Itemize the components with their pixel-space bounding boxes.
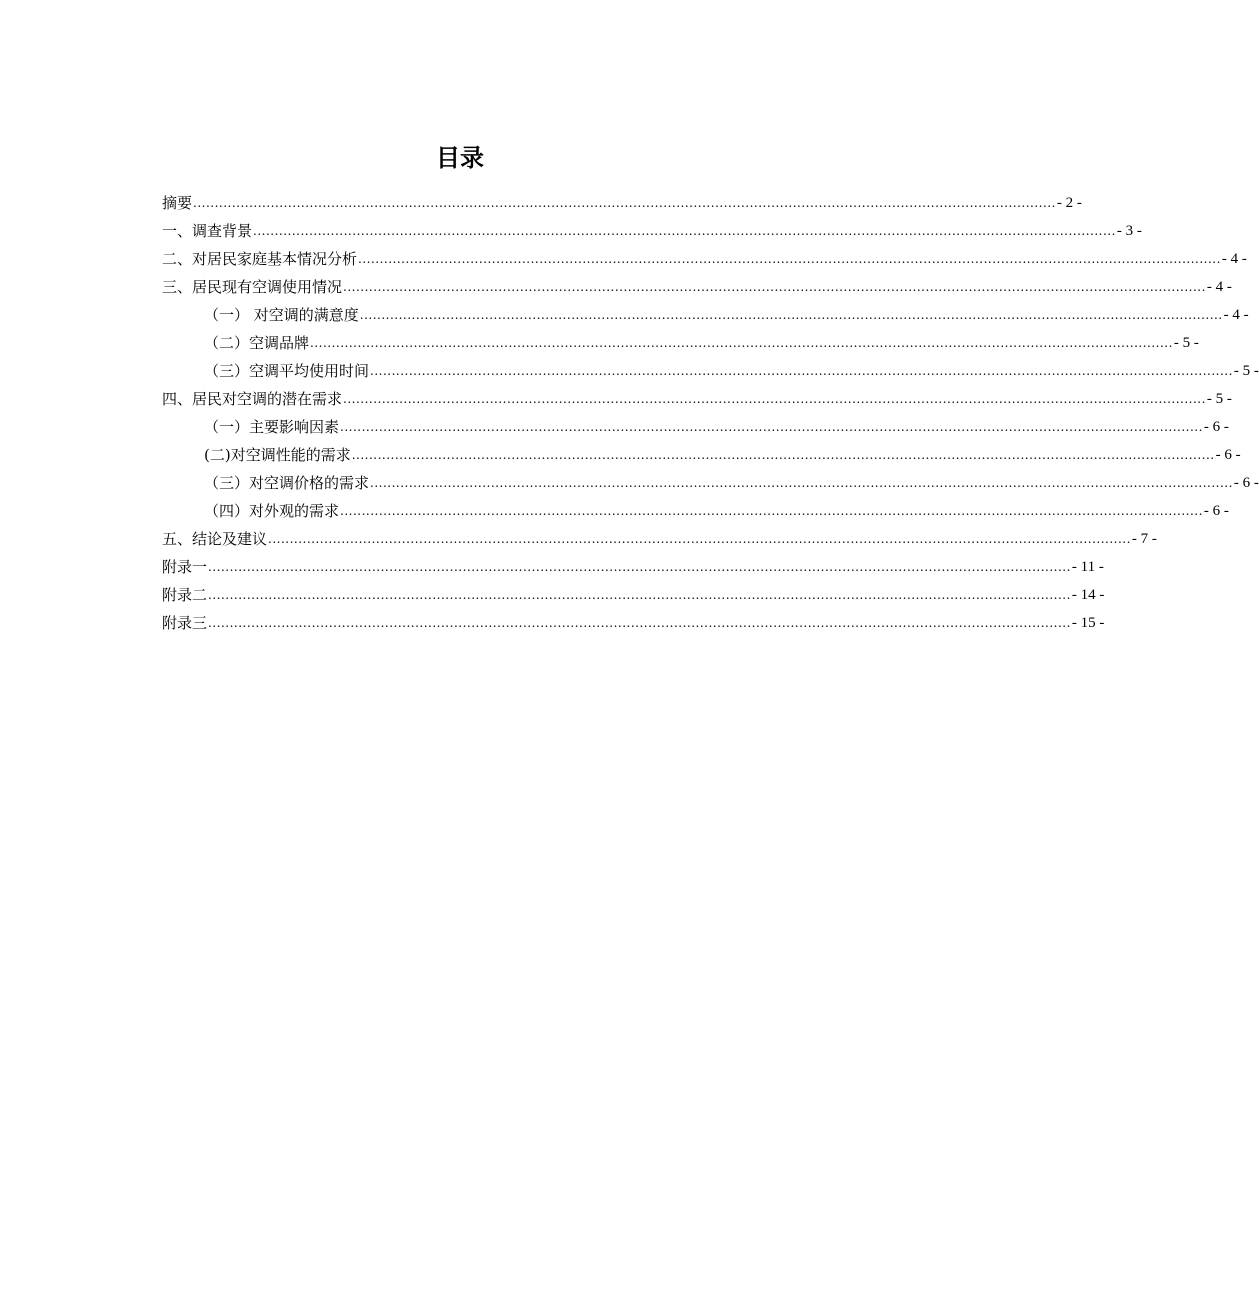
toc-dot-leader: ........................................................................................................................................................................................................ [351, 448, 1215, 462]
toc-dot-leader: ........................................................................................................................................................................................................ [370, 364, 1233, 378]
toc-entry[interactable] [162, 605, 1105, 633]
toc-dot-leader: ........................................................................................................................................................................................................ [253, 224, 1116, 238]
toc-entry-label: 一、调查背景 [162, 222, 253, 240]
toc-entry-page-number: - 6 - [1215, 447, 1241, 463]
toc-entry[interactable] [162, 213, 1142, 241]
toc-entry[interactable] [162, 493, 1229, 521]
toc-entry-page-number: - 14 - [1071, 587, 1105, 603]
toc-entry-page-number: - 4 - [1206, 279, 1232, 295]
toc-dot-leader: ........................................................................................................................................................................................................ [310, 336, 1173, 350]
toc-entry[interactable] [162, 269, 1232, 297]
toc-entry-page-number: - 15 - [1071, 615, 1105, 631]
toc-entry-page-number: - 4 - [1223, 307, 1249, 323]
toc-entry[interactable] [162, 241, 1247, 269]
toc-dot-leader: ........................................................................................................................................................................................................ [358, 252, 1221, 266]
toc-entry-page-number: - 5 - [1206, 391, 1232, 407]
toc-entry-label: 五、结论及建议 [162, 530, 268, 548]
toc-dot-leader: ........................................................................................................................................................................................................ [208, 560, 1071, 574]
toc-entry-page-number: - 6 - [1203, 503, 1229, 519]
toc-entry[interactable] [162, 549, 1104, 577]
toc-entry-label: 附录一 [162, 558, 208, 576]
toc-entry-label: 附录三 [162, 614, 208, 632]
toc-dot-leader: ........................................................................................................................................................................................................ [268, 532, 1131, 546]
toc-entry-page-number: - 2 - [1056, 195, 1082, 211]
toc-entry-label: 摘要 [162, 194, 193, 212]
toc-entry-label: 附录二 [162, 586, 208, 604]
toc-dot-leader: ........................................................................................................................................................................................................ [208, 616, 1071, 630]
toc-entry-label: （三）空调平均使用时间 [204, 362, 370, 380]
toc-entry[interactable] [162, 185, 1082, 213]
toc-dot-leader: ........................................................................................................................................................................................................ [340, 420, 1203, 434]
toc-entry-page-number: - 11 - [1071, 559, 1104, 575]
toc-entry-label: 三、居民现有空调使用情况 [162, 278, 343, 296]
toc-entry-page-number: - 3 - [1116, 223, 1142, 239]
toc-entry[interactable] [162, 325, 1199, 353]
toc-entry-label: （一） 对空调的满意度 [204, 306, 359, 324]
toc-dot-leader: ........................................................................................................................................................................................................ [208, 588, 1071, 602]
toc-dot-leader: ........................................................................................................................................................................................................ [343, 280, 1206, 294]
toc-entry-page-number: - 5 - [1173, 335, 1199, 351]
toc-entry-label: （三）对空调价格的需求 [204, 474, 370, 492]
toc-entry-label: （二）空调品牌 [204, 334, 310, 352]
toc-entry-page-number: - 6 - [1233, 475, 1259, 491]
toc-entry[interactable] [162, 297, 1249, 325]
toc-entry-label: 二、对居民家庭基本情况分析 [162, 250, 358, 268]
toc-entry-label: (二)对空调性能的需求 [204, 446, 351, 464]
toc-entry-label: 四、居民对空调的潜在需求 [162, 390, 343, 408]
toc-entry[interactable] [162, 521, 1157, 549]
toc-dot-leader: ........................................................................................................................................................................................................ [343, 392, 1206, 406]
toc-entry-page-number: - 5 - [1233, 363, 1259, 379]
toc-dot-leader: ........................................................................................................................................................................................................ [340, 504, 1203, 518]
toc-entry-page-number: - 7 - [1131, 531, 1157, 547]
toc-entry-label: （一）主要影响因素 [204, 418, 340, 436]
toc-dot-leader: ........................................................................................................................................................................................................ [193, 196, 1056, 210]
toc-entry[interactable] [162, 381, 1232, 409]
toc-entry[interactable] [162, 353, 1259, 381]
toc-entry-label: （四）对外观的需求 [204, 502, 340, 520]
toc-entry[interactable] [162, 577, 1105, 605]
toc-entry[interactable] [162, 409, 1229, 437]
toc-entry[interactable] [162, 465, 1259, 493]
table-of-contents [162, 185, 1259, 633]
toc-dot-leader: ........................................................................................................................................................................................................ [359, 308, 1223, 322]
toc-entry-page-number: - 4 - [1221, 251, 1247, 267]
toc-dot-leader: ........................................................................................................................................................................................................ [370, 476, 1233, 490]
toc-entry-page-number: - 6 - [1203, 419, 1229, 435]
toc-title: 目录 [436, 144, 484, 172]
toc-entry[interactable] [162, 437, 1241, 465]
